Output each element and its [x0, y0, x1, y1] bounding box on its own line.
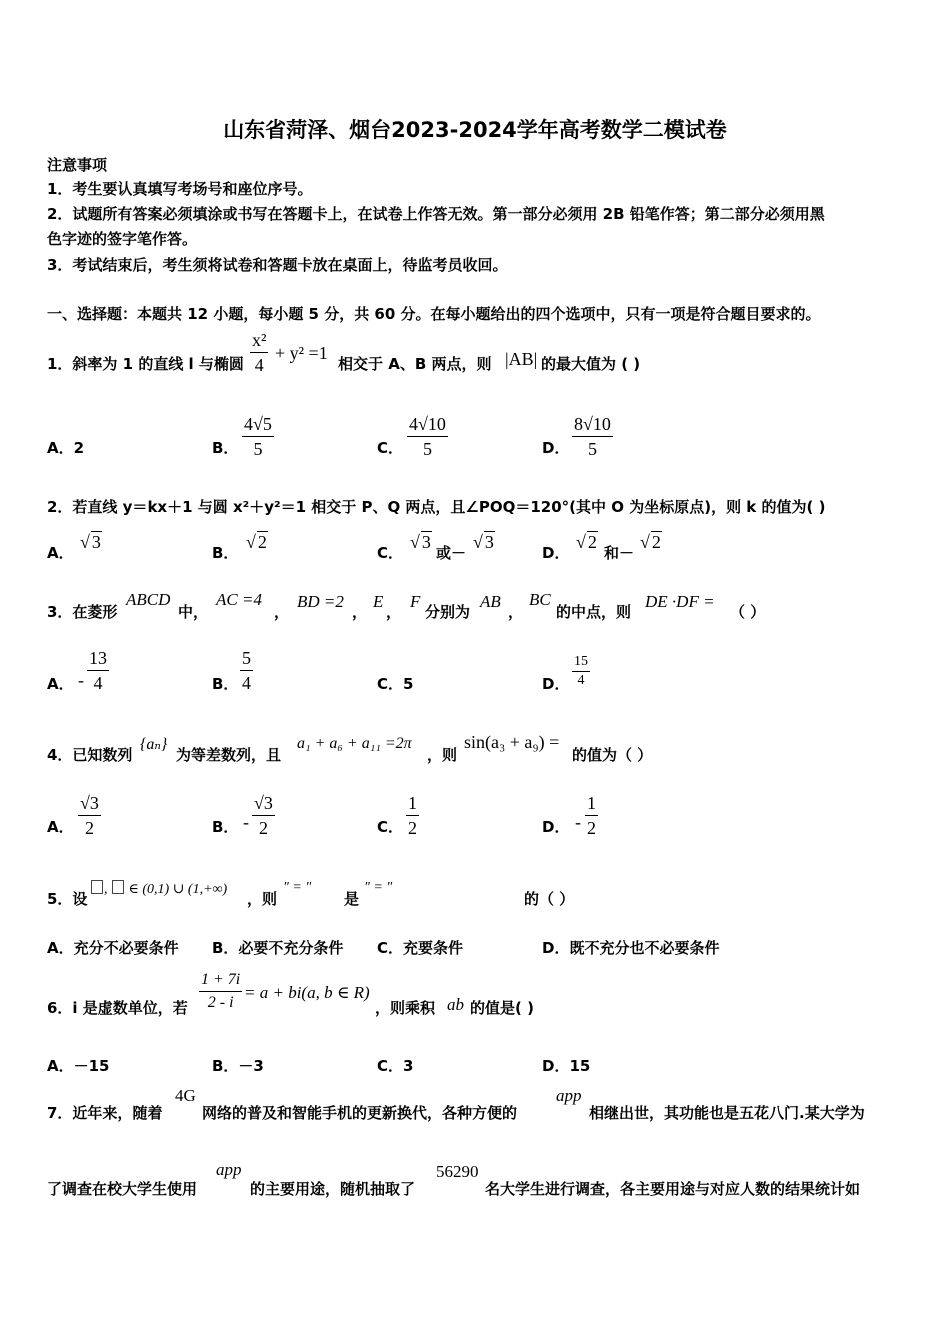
q1-ellipse-eq: + y² =1: [275, 343, 328, 363]
q2-option-a-label: A．: [47, 544, 74, 562]
q7-line2-pre: 了调查在校大学生使用: [47, 1180, 198, 1198]
q1-frac-num: x²: [250, 328, 268, 353]
q3-ac: AC =4: [216, 590, 262, 609]
q2-stem: 2．若直线 y＝kx＋1 与圆 x²＋y²＝1 相交于 P、Q 两点，且∠POQ＝120°(其中 O 为坐标原点)，则 k 的值为( ): [47, 498, 826, 516]
q5-option-a: A．充分不必要条件: [47, 939, 179, 957]
q4-option-b-sign: -: [243, 812, 249, 832]
q3-d-den: 4: [577, 673, 585, 688]
q5-quote1: " = ": [283, 880, 312, 895]
q5-missing-glyph-icon: [112, 880, 124, 894]
q4-seq: {aₙ}: [140, 736, 168, 753]
q4-c-num: 1: [406, 791, 419, 816]
q2-option-c-value1: √ 3: [410, 532, 431, 552]
q3-a-num: 13: [87, 646, 109, 671]
notice-item-1: 1．考生要认真填写考场号和座位序号。: [47, 180, 313, 198]
q3-shape: ABCD: [126, 590, 171, 609]
q4-d-num: 1: [585, 791, 598, 816]
q5-stem-mid2: 是: [344, 890, 360, 908]
q6-stem-pre: 6．i 是虚数单位，若: [47, 999, 188, 1017]
q2-c-rad1: 3: [421, 532, 431, 552]
q1-stem-mid: 相交于 A、B 两点，则: [338, 355, 492, 373]
q3-expr: DE ·DF =: [645, 592, 715, 611]
notice-item-3: 3．考试结束后，考生须将试卷和答题卡放在桌面上，待监考员收回。: [47, 256, 508, 274]
q1-option-d-fraction: [572, 412, 613, 461]
q3-comma-3: ，: [386, 603, 402, 621]
q3-option-c: C．5: [377, 675, 414, 693]
q4-option-b-label: B．: [212, 818, 239, 836]
q2-option-c-value2: √ 3: [473, 532, 494, 552]
q2-option-d-value1: √ 2: [576, 532, 597, 552]
q4-option-d-label: D．: [542, 818, 570, 836]
q1-b-num: 4√5: [242, 412, 274, 437]
q5-stem-pre: 5．设: [47, 890, 88, 908]
q1-d-den: 5: [587, 439, 597, 459]
q1-d-num: 8√10: [572, 412, 613, 437]
q3-stem-post: （ ）: [730, 603, 766, 621]
q2-c-rad2: 3: [484, 532, 494, 552]
notice-item-2: 2．试题所有答案必须填涂或书写在答题卡上，在试卷上作答无效。第一部分必须用 2B 铅笔作答；第二部分必须用黑: [47, 205, 825, 223]
q6-stem-post: 的值是( ): [470, 999, 534, 1017]
q1-option-b-label: B．: [212, 439, 239, 457]
q1-frac-den: 4: [254, 355, 264, 375]
q6-option-a: A．－15: [47, 1057, 110, 1075]
q4-b-num: √3: [252, 791, 275, 816]
q4-stem-mid2: ，则: [427, 746, 458, 764]
q6-option-b: B．－3: [212, 1057, 264, 1075]
q1-stem-post: 的最大值为 ( ): [541, 355, 641, 373]
q4-d-den: 2: [587, 818, 596, 838]
q4-option-a-fraction: [78, 791, 101, 840]
q4-a-den: 2: [84, 818, 94, 838]
section-heading: 一、选择题：本题共 12 小题，每小题 5 分，共 60 分。在每小题给出的四个选项中，只有一项是符合题目要求的。: [47, 305, 821, 323]
q5-option-c: C．充要条件: [377, 939, 464, 957]
q1-c-num: 4√10: [407, 412, 448, 437]
q6-ab: ab: [447, 995, 464, 1014]
q1-option-c-fraction: [407, 412, 448, 461]
q7-line2-mid: 的主要用途，随机抽取了: [250, 1180, 416, 1198]
q2-option-c-or: 或－: [436, 544, 467, 562]
q6-option-d: D．15: [542, 1057, 591, 1075]
q2-a-rad: 3: [91, 532, 101, 552]
q3-option-a-fraction: [87, 646, 109, 695]
notice-item-2-cont: 色字迹的签字笔作答。: [47, 230, 198, 248]
q4-expr: sin(a₃ + a₉) =: [464, 732, 560, 752]
q1-abs-ab: |AB|: [505, 349, 538, 369]
q7-stem-mid1: 网络的普及和智能手机的更新换代，各种方便的: [202, 1104, 518, 1122]
q3-comma-4: ，: [508, 603, 524, 621]
q2-option-c-label: C．: [377, 544, 404, 562]
notice-heading: 注意事项: [47, 156, 108, 174]
q7-sample-number: 56290: [436, 1162, 479, 1181]
q3-option-d-label: D．: [542, 675, 570, 693]
q4-cond: a₁ + a₆ + a₁₁ =2π: [297, 735, 412, 752]
q1-b-den: 5: [253, 439, 263, 459]
q6-option-c: C．3: [377, 1057, 414, 1075]
q4-option-c-fraction: [406, 791, 419, 840]
q2-option-b-label: B．: [212, 544, 239, 562]
q7-4g: 4G: [175, 1086, 196, 1105]
q1-option-a: A．2: [47, 439, 85, 457]
q5-option-b: B．必要不充分条件: [212, 939, 344, 957]
q6-fraction: [199, 969, 242, 1014]
q3-comma-1: ，: [274, 603, 290, 621]
q4-option-b-fraction: [252, 791, 275, 840]
q7-stem-pre: 7．近年来，随着: [47, 1104, 163, 1122]
q1-ellipse-fraction: [250, 328, 268, 377]
q3-stem-mid3: 的中点，则: [556, 603, 632, 621]
q3-bd: BD =2: [297, 592, 344, 611]
q3-b-den: 4: [242, 673, 251, 693]
q3-stem-mid2: 分别为: [425, 603, 471, 621]
q4-stem-post: 的值为（ ）: [572, 746, 653, 764]
q4-a-num: √3: [78, 791, 101, 816]
q2-d-rad2: 2: [651, 532, 661, 552]
q7-line2-post: 名大学生进行调查，各主要用途与对应人数的结果统计如: [485, 1180, 861, 1198]
q3-a-den: 4: [93, 673, 103, 693]
q2-option-a-value: √ 3: [80, 532, 101, 552]
q3-bc: BC: [529, 590, 551, 609]
q3-option-b-fraction: [240, 646, 253, 695]
q4-b-den: 2: [258, 818, 268, 838]
q3-e: E: [373, 592, 384, 611]
q4-option-d-sign: -: [575, 812, 581, 832]
q7-app-2: app: [216, 1160, 242, 1179]
q2-option-d-value2: √ 2: [640, 532, 661, 552]
q4-option-c-label: C．: [377, 818, 404, 836]
q4-option-a-label: A．: [47, 818, 74, 836]
q1-option-c-label: C．: [377, 439, 404, 457]
q2-option-d-and: 和－: [604, 544, 635, 562]
q2-b-rad: 2: [257, 532, 267, 552]
q3-ab: AB: [480, 592, 501, 611]
q6-eq: = a + bi(a, b ∈ R): [244, 983, 370, 1002]
q5-missing-glyph-icon: [91, 880, 103, 894]
q2-option-d-label: D．: [542, 544, 570, 562]
q4-c-den: 2: [408, 818, 417, 838]
q1-c-den: 5: [422, 439, 432, 459]
q3-stem-pre: 3．在菱形: [47, 603, 118, 621]
page-title: 山东省菏泽、烟台2023-2024学年高考数学二模试卷: [223, 118, 727, 142]
q2-option-b-value: √ 2: [246, 532, 267, 552]
q2-d-rad1: 2: [587, 532, 597, 552]
q3-option-a-label: A．: [47, 675, 74, 693]
q6-frac-num: 1 + 7i: [199, 969, 242, 992]
q1-option-b-fraction: [242, 412, 274, 461]
q5-set: , ∈ (0,1) ∪ (1,+∞): [90, 880, 227, 898]
q5-stem-post: 的（ ）: [524, 890, 575, 908]
q3-option-a-sign: -: [78, 670, 84, 690]
q3-stem-mid1: 中，: [178, 603, 209, 621]
q7-stem-mid2: 相继出世，其功能也是五花八门.某大学为: [589, 1104, 865, 1122]
q4-stem-pre: 4．已知数列: [47, 746, 133, 764]
q5-quote2: " = ": [364, 880, 393, 895]
q5-set-text: ∈ (0,1) ∪ (1,+∞): [128, 882, 228, 897]
q3-comma-2: ，: [352, 603, 368, 621]
q5-stem-mid1: ，则: [247, 890, 278, 908]
q3-option-b-label: B．: [212, 675, 239, 693]
q3-option-d-fraction: [572, 653, 590, 690]
q6-frac-den: 2 - i: [207, 994, 234, 1011]
q7-app-1: app: [556, 1086, 582, 1105]
q3-d-num: 15: [572, 653, 590, 672]
q4-option-d-fraction: [585, 791, 598, 840]
q6-stem-mid: ，则乘积: [375, 999, 436, 1017]
q3-b-num: 5: [240, 646, 253, 671]
q5-option-d: D．既不充分也不必要条件: [542, 939, 720, 957]
q1-option-d-label: D．: [542, 439, 570, 457]
q3-f: F: [410, 592, 421, 611]
q1-stem-pre: 1．斜率为 1 的直线 l 与椭圆: [47, 355, 244, 373]
q4-stem-mid: 为等差数列，且: [176, 746, 282, 764]
